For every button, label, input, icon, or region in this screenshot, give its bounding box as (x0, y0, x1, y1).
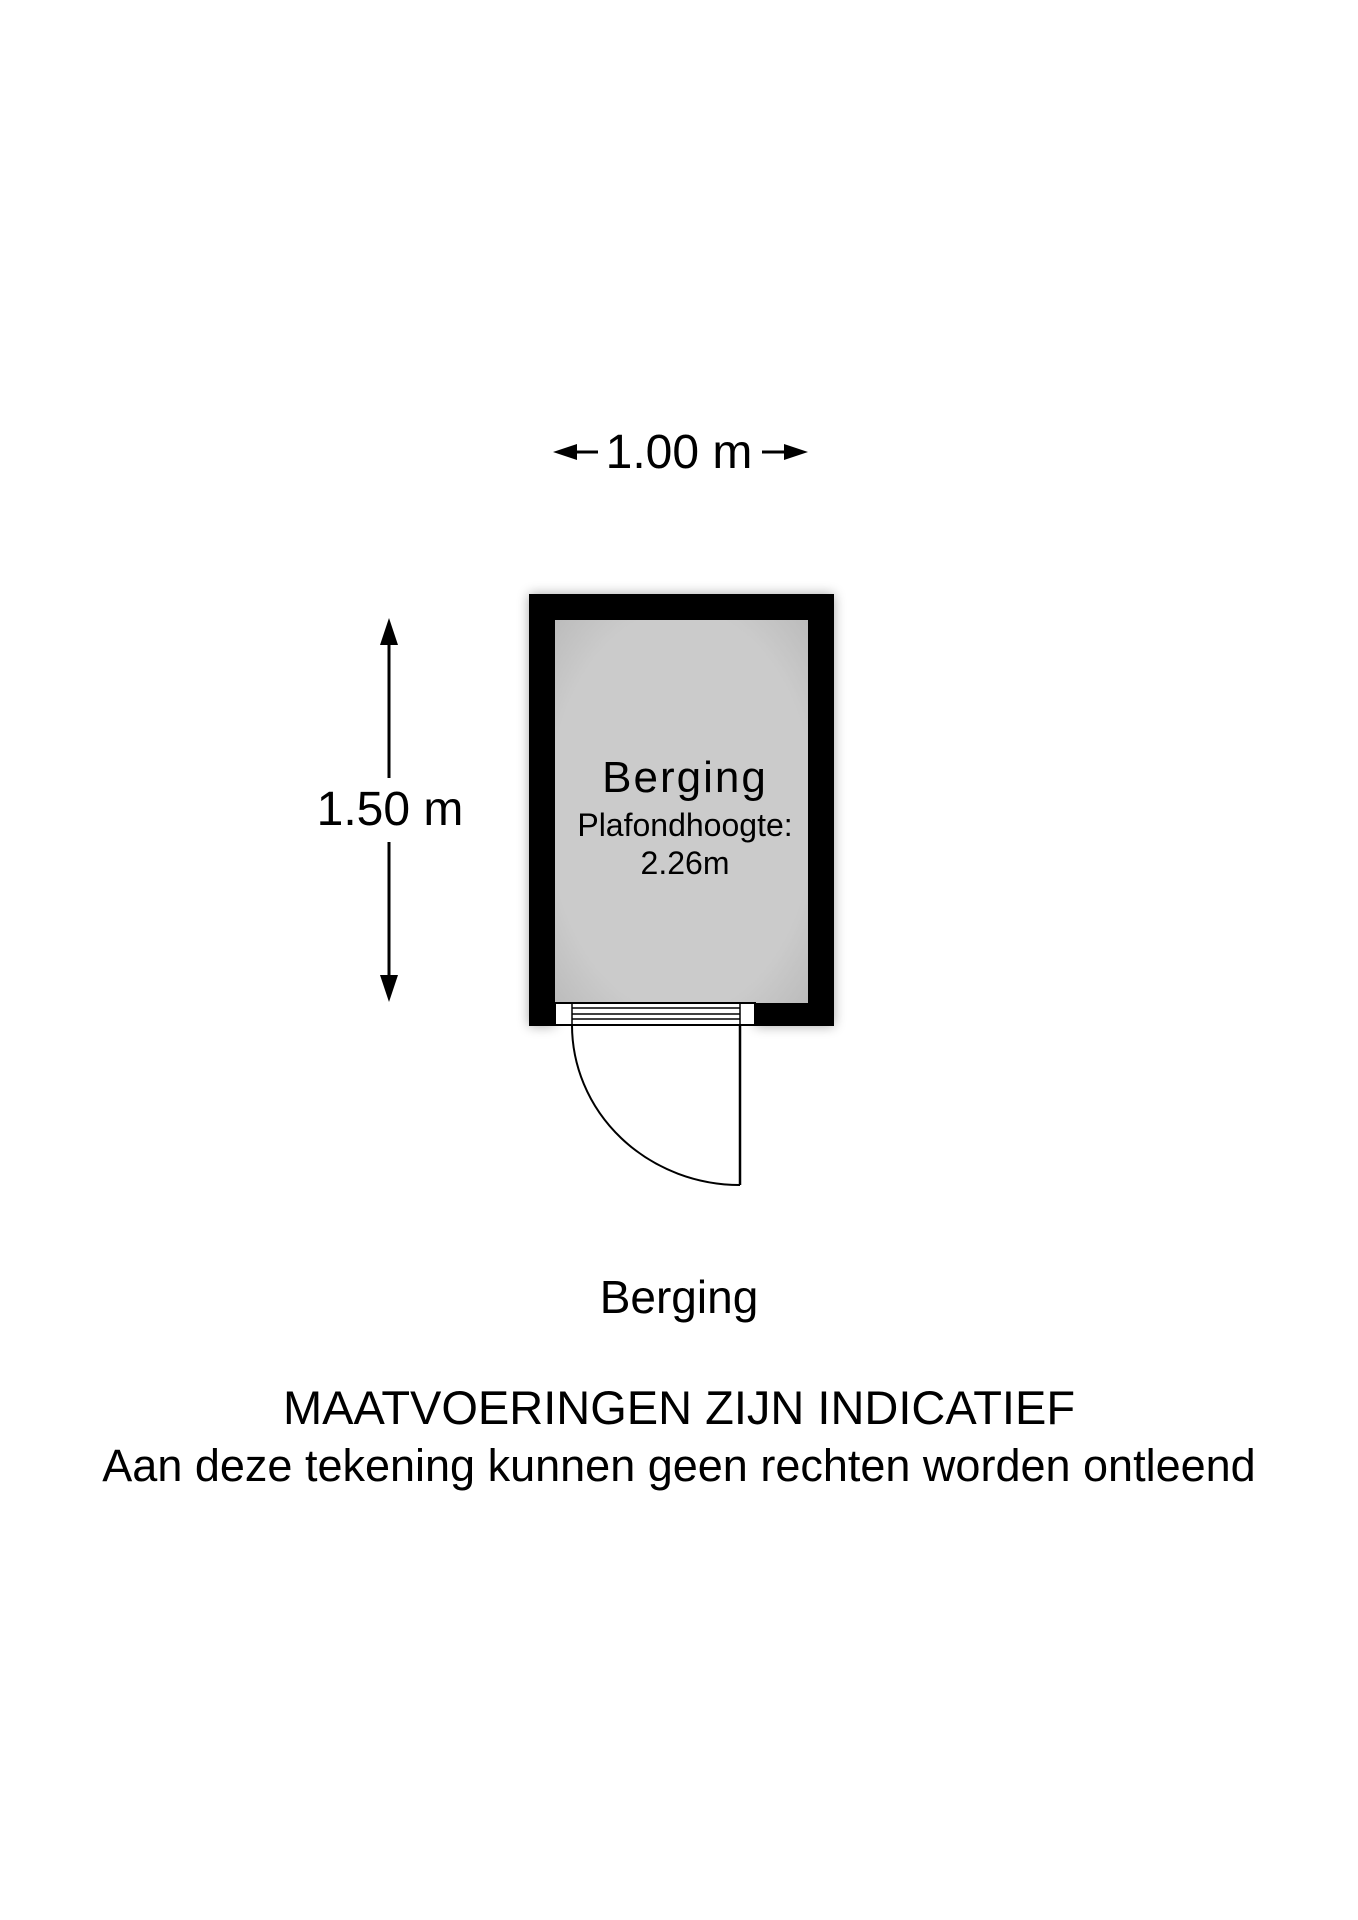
arrow-down-icon (380, 975, 398, 1002)
disclaimer-heading: MAATVOERINGEN ZIJN INDICATIEF (282, 1381, 1076, 1434)
door-icon (555, 1003, 755, 1185)
width-dimension-label: 1.00 m (605, 426, 753, 479)
disclaimer-text: Aan deze tekening kunnen geen rechten worden ontleend (102, 1440, 1256, 1491)
height-dimension-label: 1.50 m (316, 783, 464, 836)
wall-bottom-right (755, 1003, 834, 1026)
door-swing-arc (572, 1025, 740, 1185)
floor-title: Berging (599, 1271, 759, 1323)
ceiling-height-label: Plafondhoogte: (577, 807, 793, 843)
wall-top (529, 594, 834, 620)
room-name-label: Berging (602, 753, 768, 802)
wall-bottom-left (529, 1003, 555, 1026)
ceiling-height-value: 2.26m (640, 845, 730, 881)
